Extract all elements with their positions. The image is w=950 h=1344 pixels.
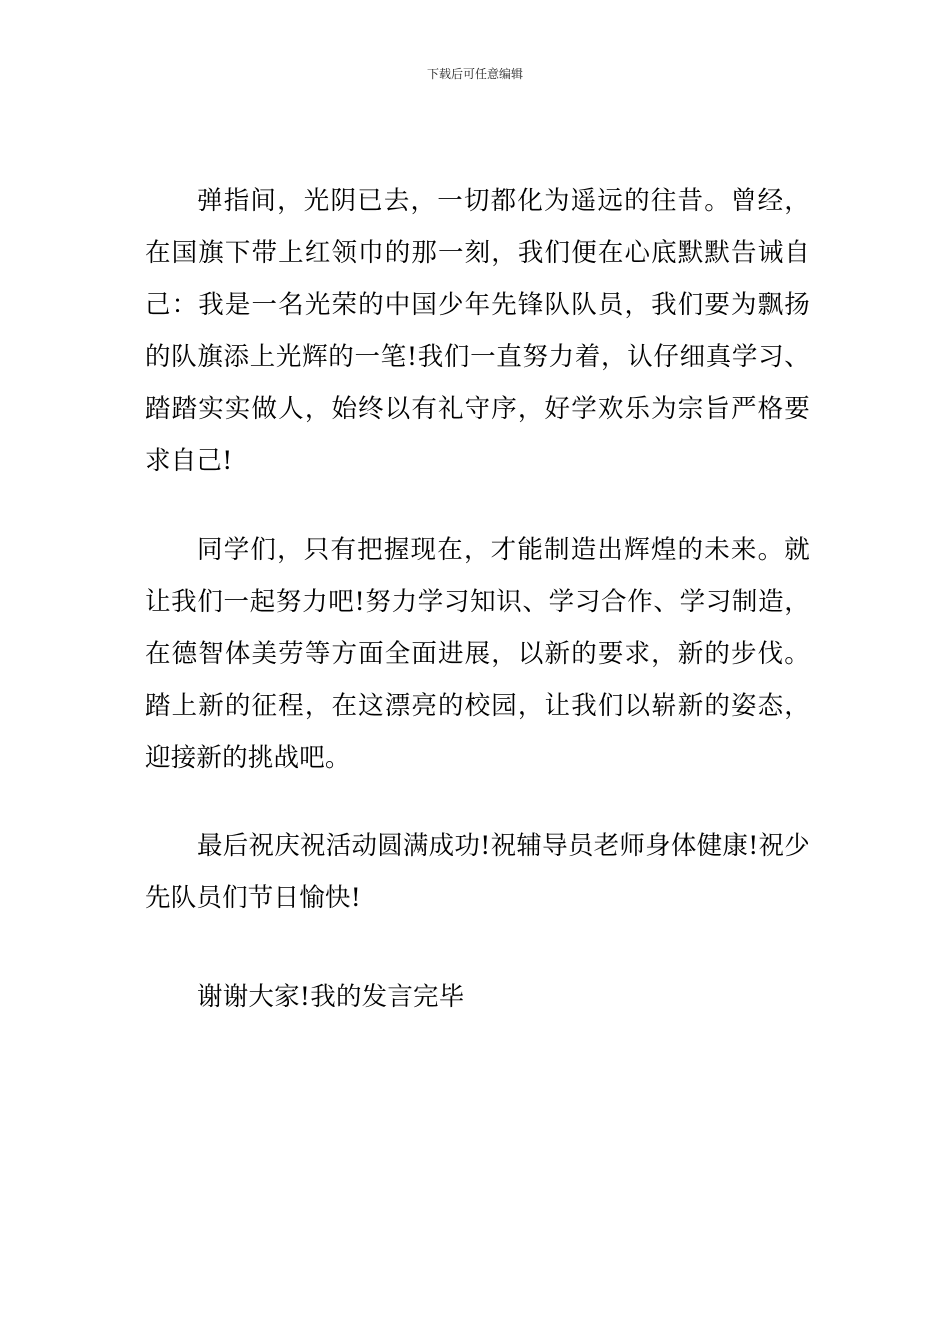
paragraph-3: 最后祝庆祝活动圆满成功!祝辅导员老师身体健康!祝少先队员们节日愉快! <box>145 831 810 913</box>
page-header: 下载后可任意编辑 <box>426 67 523 81</box>
paragraph-2: 同学们，只有把握现在，才能制造出辉煌的未来。就让我们一起努力吧!努力学习知识、学习合作、学习制造，在德智体美劳等方面全面进展，以新的要求，新的步伐。踏上新的征程，在这漂亮的校园，让我们以崭新的姿态，迎接新的挑战吧。 <box>145 535 810 773</box>
paragraph-1: 弹指间，光阴已去，一切都化为遥远的往昔。曾经，在国旗下带上红领巾的那一刻，我们便在心底默默告诫自己：我是一名光荣的中国少年先锋队队员，我们要为飘扬的队旗添上光辉的一笔!我们一直努力着，认仔细真学习、踏踏实实做人，始终以有礼守序，好学欢乐为宗旨严格要求自己! <box>145 186 810 476</box>
paragraph-4: 谢谢大家!我的发言完毕 <box>197 982 465 1012</box>
